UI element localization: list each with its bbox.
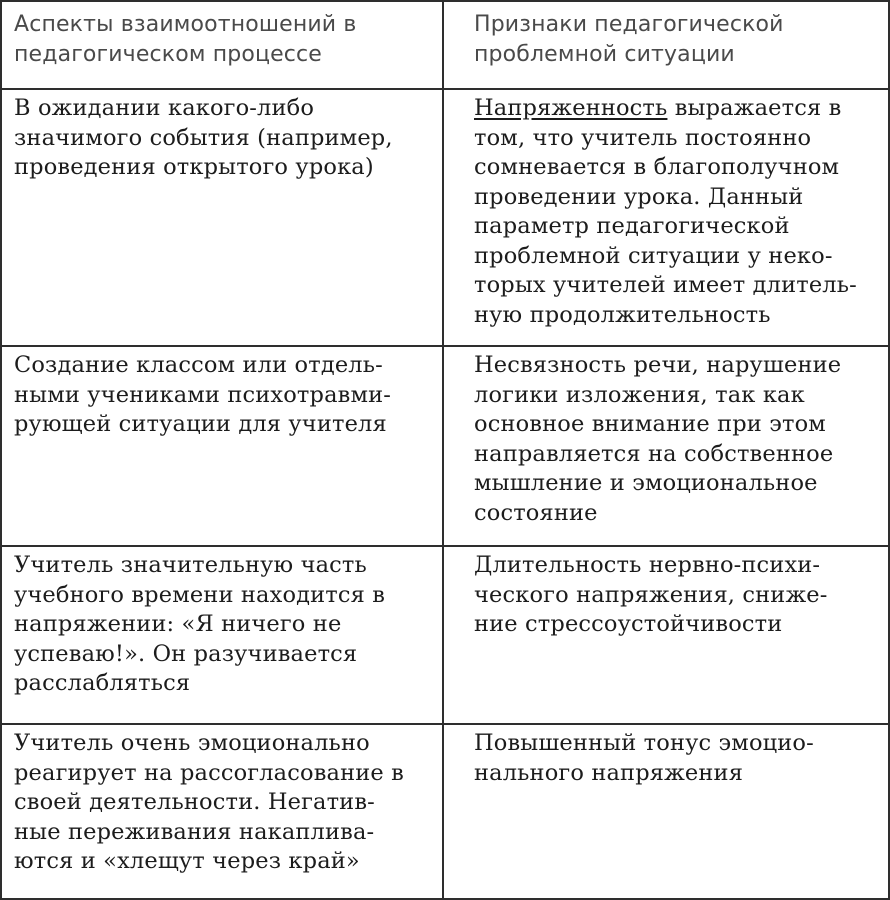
- sign-line: проблемной ситуации у неко-: [474, 242, 833, 269]
- aspect-line: успеваю!». Он разучивается: [14, 640, 358, 667]
- aspect-line: рующей ситуации для учителя: [14, 411, 387, 437]
- sign-line: Несвязность речи, нарушение: [474, 352, 842, 378]
- sign-line: ческого напряжения, сниже-: [474, 581, 828, 608]
- table-header-row: [1, 1, 889, 89]
- aspect-cell: [1, 724, 443, 899]
- sign-line: Длительность нервно-психи-: [474, 552, 821, 578]
- sign-line-rest: выражается в: [667, 95, 842, 121]
- aspect-line: напряжении: «Я ничего не: [14, 611, 342, 637]
- header-signs-line: Признаки педагогической: [474, 12, 784, 37]
- aspect-line: учебного времени находится в: [14, 581, 386, 608]
- header-aspects-line: Аспекты взаимоотношений в: [14, 12, 357, 37]
- aspect-line: Учитель очень эмоционально: [14, 730, 370, 756]
- sign-cell: [443, 346, 889, 546]
- header-aspects-line: педагогическом процессе: [14, 41, 322, 67]
- sign-line: нального напряжения: [474, 759, 744, 786]
- table-row: [1, 89, 889, 346]
- aspect-line: Учитель значительную часть: [14, 552, 367, 578]
- sign-line: том, что учитель постоянно: [474, 124, 812, 151]
- sign-line: логики изложения, так как: [474, 381, 805, 408]
- aspect-line: реагирует на рассогласование в: [14, 759, 404, 786]
- sign-cell: [443, 546, 889, 724]
- aspect-cell: [1, 89, 443, 346]
- header-signs: [443, 1, 889, 89]
- aspect-line: В ожидании какого-либо: [14, 95, 315, 121]
- aspect-cell: [1, 546, 443, 724]
- sign-line: ние стрессоустойчивости: [474, 611, 783, 637]
- sign-line: проведении урока. Данный: [474, 183, 804, 210]
- sign-line: состояние: [474, 499, 598, 526]
- table-row: [1, 346, 889, 546]
- header-signs-line: проблемной ситуации: [474, 41, 735, 67]
- sign-line: направляется на собственное: [474, 440, 834, 467]
- table-row: [1, 546, 889, 724]
- aspect-line: Создание классом или отдель-: [14, 352, 383, 378]
- aspect-line: ются и «хлещут через край»: [14, 848, 360, 874]
- sign-line: параметр педагогической: [474, 213, 790, 239]
- aspect-cell: [1, 346, 443, 546]
- table-row: [1, 724, 889, 899]
- aspect-line: проведения открытого урока): [14, 154, 374, 180]
- sign-line: мышление и эмоциональное: [474, 470, 818, 496]
- aspect-line: ные переживания накаплива-: [14, 818, 375, 845]
- aspect-line: значимого события (например,: [14, 124, 393, 151]
- underlined-term: Напряженность: [474, 95, 668, 121]
- sign-line: [474, 94, 878, 124]
- sign-cell: [443, 89, 889, 346]
- sign-line: основное внимание при этом: [474, 411, 826, 437]
- aspect-line: своей деятельности. Негатив-: [14, 789, 375, 815]
- sign-cell: [443, 724, 889, 899]
- sign-line: торых учителей имеет длитель-: [474, 272, 857, 298]
- sign-line: Повышенный тонус эмоцио-: [474, 730, 814, 756]
- sign-line: ную продолжительность: [474, 301, 771, 328]
- aspect-line: расслабляться: [14, 670, 191, 696]
- sign-line: сомневается в благополучном: [474, 154, 840, 180]
- aspect-line: ными учениками психотравми-: [14, 381, 392, 408]
- header-aspects: [1, 1, 443, 89]
